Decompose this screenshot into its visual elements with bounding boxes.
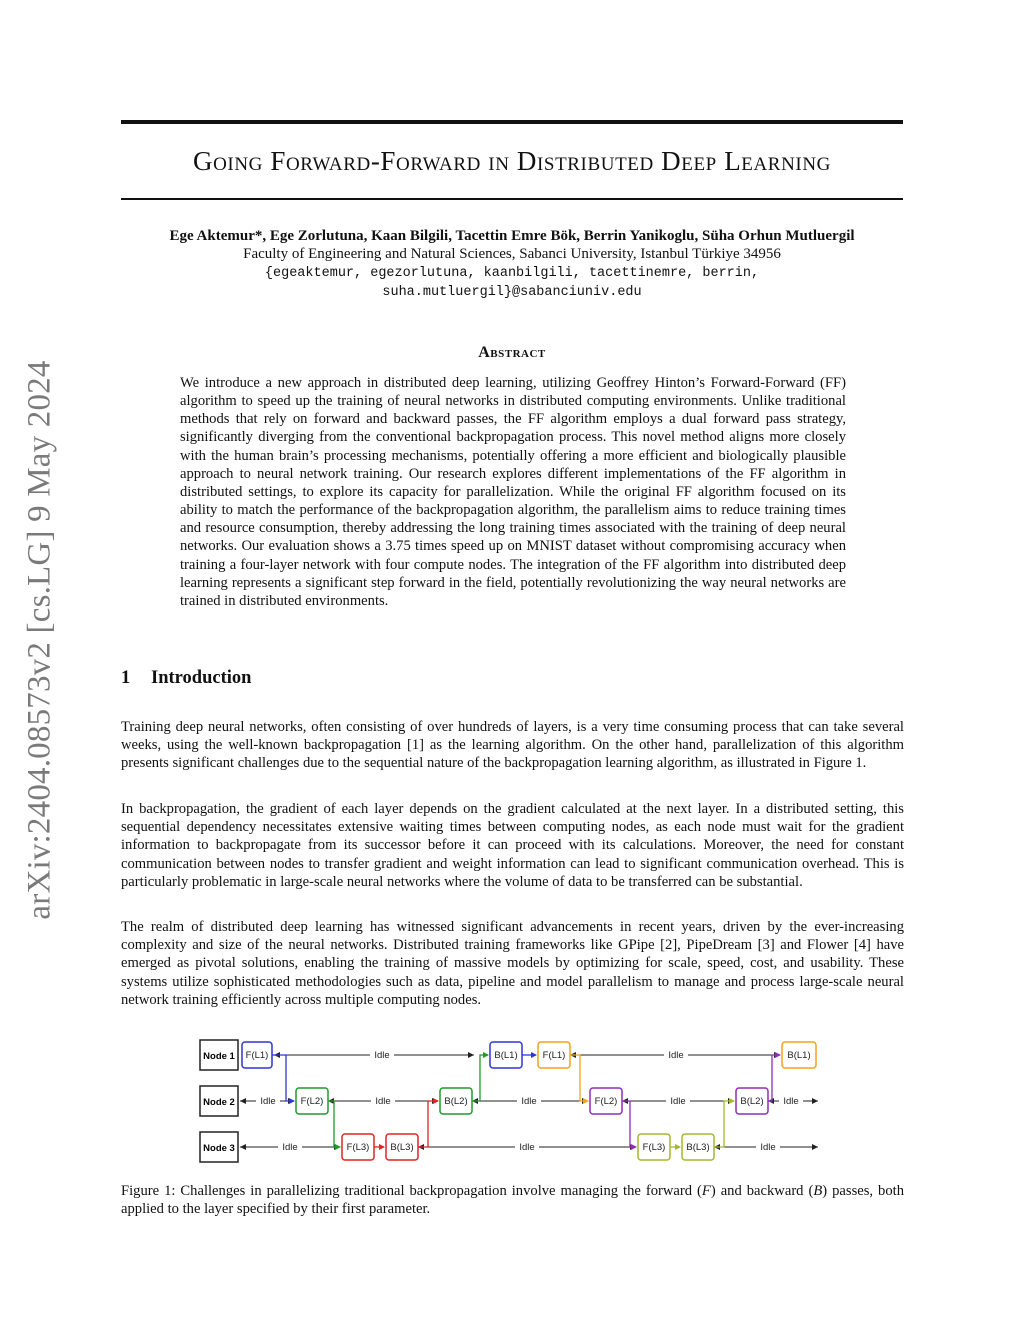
node-label-2 [200, 1086, 238, 1116]
step-f-l3-second [638, 1134, 670, 1160]
step-b-l1-second [782, 1042, 816, 1068]
idle-label: Idle [783, 1096, 799, 1107]
step-b-l2 [440, 1088, 472, 1114]
svg-text:F(L1): F(L1) [542, 1050, 566, 1061]
arxiv-identifier-text: arXiv:2404.08573v2 [cs.LG] 9 May 2024 [21, 360, 58, 920]
idle-label: Idle [668, 1050, 684, 1061]
node-label-1 [200, 1040, 238, 1070]
figure-1-caption: Figure 1: Challenges in parallelizing traditional backpropagation involve managing the forward (F) and backward (B) passes, both applied to the layer specified by their first parameter. [121, 1183, 904, 1218]
transition-arrow [272, 1055, 294, 1101]
step-f-l2-second [590, 1088, 622, 1114]
svg-text:F(L2): F(L2) [300, 1096, 324, 1107]
step-f-l1 [242, 1042, 272, 1068]
affiliation: Faculty of Engineering and Natural Sciences, Sabanci University, Istanbul Türkiye 34956 [243, 246, 781, 262]
idle-label: Idle [760, 1142, 776, 1153]
transition-arrow [418, 1101, 438, 1147]
svg-text:B(L1): B(L1) [787, 1050, 811, 1061]
idle-label: Idle [374, 1050, 390, 1061]
svg-text:F(L3): F(L3) [642, 1142, 666, 1153]
transition-arrow [472, 1055, 488, 1101]
svg-text:B(L3): B(L3) [390, 1142, 414, 1153]
step-f-l2 [296, 1088, 328, 1114]
figure-1-diagram [190, 1030, 830, 1170]
transition-arrow [622, 1101, 636, 1147]
intro-paragraph-3: The realm of distributed deep learning has witnessed significant advancements in recent years, driven by the ever-increasing complexity and size of the neural networks. Distributed training frameworks like GPipe [2], PipeDream [3] and Flower [4] have emerged as pivotal solutions, enabling the training of massive models by optimizing for scale, speed, cost, and usability. These systems utilize sophisticated methodologies such as data, pipeline and model parallelism to manage and process large-scale neural network training efficiently across multiple computing nodes. [121, 919, 904, 1008]
step-f-l1-second [538, 1042, 570, 1068]
svg-text:F(L2): F(L2) [594, 1096, 618, 1107]
email-line-2: suha.mutluergil}@sabanciuniv.edu [382, 285, 642, 300]
transition-arrow [714, 1101, 734, 1147]
intro-paragraph-2: In backpropagation, the gradient of each layer depends on the gradient calculated at the next layer. In a distributed setting, this sequential dependency necessitates extensive waiting times between computing nodes, as each node must wait for the gradient information to backpropagate from its successor before it can proceed with its calculations. Moreover, the need for constant communication between nodes to transfer gradient and weight information can lead to significant communication overhead. This is particularly problematic in large-scale neural networks where the volume of data to be transferred can be substantial. [121, 801, 904, 890]
idle-label: Idle [521, 1096, 537, 1107]
svg-text:Node 1: Node 1 [203, 1051, 235, 1062]
intro-paragraph-1: Training deep neural networks, often consisting of over hundreds of layers, is a very time consuming process that can take several weeks, using the well-known backpropagation [1] as the learning algorithm. On the other hand, parallelization of this algorithm presents significant challenges due to the sequential nature of the backpropagation learning algorithm, as illustrated in Figure 1. [121, 719, 904, 772]
transition-arrow [768, 1055, 780, 1101]
transition-arrow [570, 1055, 588, 1101]
email-line-1: {egeaktemur, egezorlutuna, kaanbilgili, tacettinemre, berrin, [264, 266, 760, 281]
title-rule-bottom [121, 198, 903, 200]
idle-label: Idle [519, 1142, 535, 1153]
svg-text:B(L1): B(L1) [494, 1050, 518, 1061]
svg-text:B(L2): B(L2) [740, 1096, 764, 1107]
step-b-l1 [490, 1042, 522, 1068]
transition-arrow [328, 1101, 340, 1147]
section-heading [121, 668, 251, 689]
idle-label: Idle [260, 1096, 276, 1107]
paper-title: Going Forward-Forward in Distributed Deep Learning [193, 146, 831, 176]
step-f-l3 [342, 1134, 374, 1160]
svg-text:F(L1): F(L1) [245, 1050, 269, 1061]
node-label-3 [200, 1132, 238, 1162]
abstract-heading: Abstract [478, 344, 546, 361]
idle-label: Idle [670, 1096, 686, 1107]
section-number: 1 [121, 668, 131, 688]
step-b-l2-second [736, 1088, 768, 1114]
section-title: Introduction [151, 668, 252, 688]
svg-text:Node 2: Node 2 [203, 1097, 235, 1108]
idle-label: Idle [375, 1096, 391, 1107]
author-list: Ege Aktemur*, Ege Zorlutuna, Kaan Bilgili, Tacettin Emre Bök, Berrin Yanikoglu, Süha Orhun Mutluergil [169, 228, 855, 244]
title-rule-top [121, 120, 903, 124]
abstract-body: We introduce a new approach in distributed deep learning, utilizing Geoffrey Hinton’s Forward-Forward (FF) algorithm to speed up the training of neural networks in distributed computing environments. Unlike traditional methods that rely on forward and backward passes, the FF algorithm employs a dual forward pass strategy, significantly diverging from the conventional backpropagation process. This novel method aligns more closely with the human brain’s processing mechanisms, potentially offering a more efficient and biologically plausible approach to neural network training. Our research explores different implementations of the FF algorithm in distributed settings, to explore its capacity for parallelization. While the original FF algorithm focused on its ability to match the performance of the backpropagation algorithm, the parallelism aims to reduce training times and resource consumption, thereby addressing the long training times associated with the training of deep neural networks. Our evaluation shows a 3.75 times speed up on MNIST dataset without compromising accuracy when training a four-layer network with four compute nodes. The integration of the FF algorithm into distributed deep learning represents a significant step forward in the field, potentially revolutionizing the way neural networks are trained in distributed environments. [180, 375, 846, 609]
svg-text:Node 3: Node 3 [203, 1143, 235, 1154]
idle-label: Idle [282, 1142, 298, 1153]
step-b-l3-second [682, 1134, 714, 1160]
svg-text:B(L2): B(L2) [444, 1096, 468, 1107]
svg-text:B(L3): B(L3) [686, 1142, 710, 1153]
svg-text:F(L3): F(L3) [346, 1142, 370, 1153]
step-b-l3 [386, 1134, 418, 1160]
